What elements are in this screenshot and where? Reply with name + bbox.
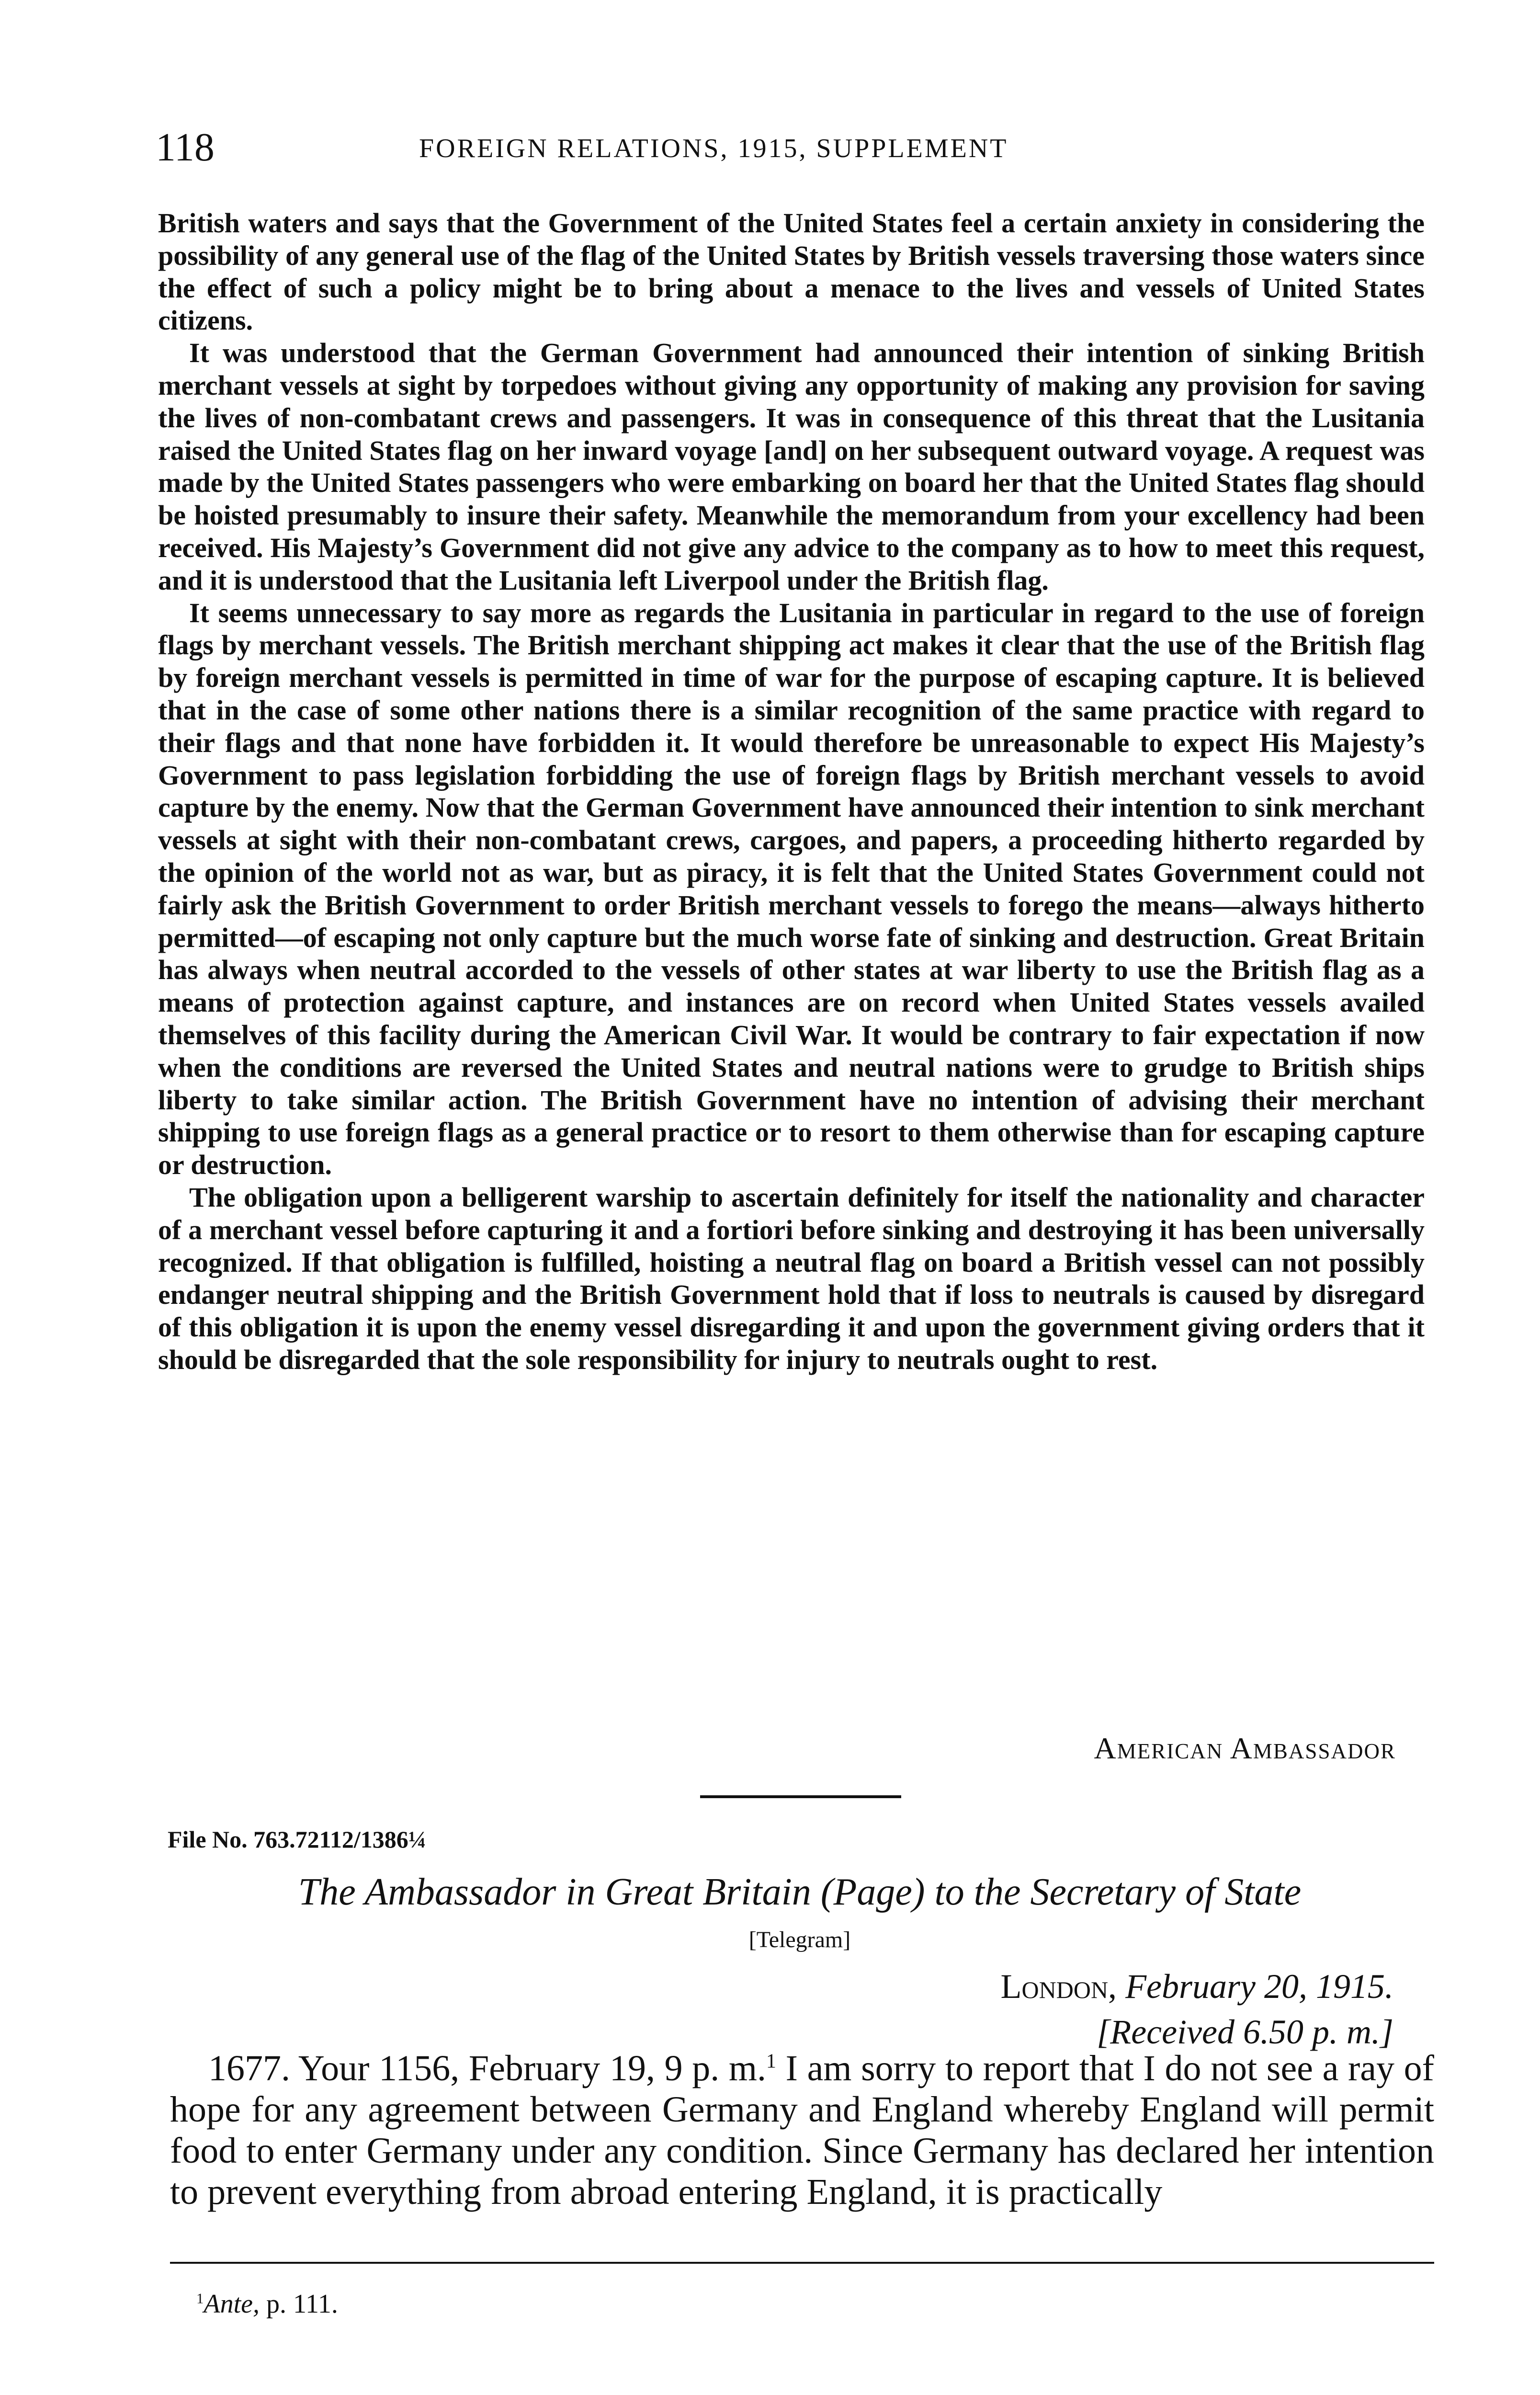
footnote-marker: 1 <box>196 2290 204 2307</box>
footnote-text: p. 111. <box>260 2289 338 2319</box>
memorandum-paragraph-4: The obligation upon a belligerent warship to ascertain definitely for itself the nationality and character of a merchant vessel before capturing it and a fortiori before sinking and destroying it has been universally recognized. If that obligation is fulfilled, hoisting a neutral flag on board a British vessel can not possibly endanger neutral shipping and the British Government hold that if loss to neutrals is caused by disregard of this obligation it is upon the enemy vessel disregarding it and upon the government giving orders that it should be disregarded that the sole responsibility for injury to neutrals ought to rest. <box>158 1181 1425 1375</box>
file-number: File No. 763.72112/1386¼ <box>168 1826 427 1853</box>
dateline <box>795 1964 1393 2009</box>
telegram-body <box>170 2048 1434 2213</box>
running-title: FOREIGN RELATIONS, 1915, SUPPLEMENT <box>419 134 1008 163</box>
footnote-ref: Ante, <box>204 2289 260 2319</box>
footnote <box>196 2285 338 2323</box>
memorandum-paragraph-3: It seems unnecessary to say more as regards the Lusitania in particular in regard to the use of foreign flags by merchant vessels. The British merchant shipping act makes it clear that the use of the British flag by foreign merchant vessels is permitted in time of war for the purpose of escaping capture. It is believed that in the case of some other nations there is a similar recognition of the same practice with regard to their flags and that none have forbidden it. It would therefore be unreasonable to expect His Majesty’s Government to pass legislation forbidding the use of foreign flags by British merchant vessels to avoid capture by the enemy. Now that the German Government have announced their intention to sink merchant vessels at sight with their non-combatant crews, cargoes, and papers, a proceeding hitherto regarded by the opinion of the world not as war, but as piracy, it is felt that the United States Government could not fairly ask the British Government to order British merchant vessels to forego the means—always hitherto permitted—of escaping not only capture but the much worse fate of sinking and destruction. Great Britain has always when neutral accorded to the vessels of other states at war liberty to use the British flag as a means of protection against capture, and instances are on record when United States vessels availed themselves of this facility during the American Civil War. It would be contrary to fair expectation if now when the conditions are reversed the United States and neutral nations were to grudge to British ships liberty to take similar action. The British Government have no intention of advising their merchant shipping to use foreign flags as a general practice or to resort to them otherwise than for escaping capture or destruction. <box>158 597 1425 1181</box>
footnote-reference: 1 <box>766 2050 776 2073</box>
footnote-divider <box>170 2262 1434 2264</box>
telegram-label: [Telegram] <box>748 1927 851 1952</box>
document-heading: The Ambassador in Great Britain (Page) to the Secretary of State <box>298 1871 1302 1913</box>
dateline-date: February 20, 1915. <box>1125 1967 1393 2006</box>
telegram-paragraph <box>170 2048 1434 2213</box>
section-divider <box>700 1795 901 1798</box>
running-head <box>156 124 1437 176</box>
telegram-text-rest: I am sorry to report that I do not see a ray of hope for any agreement between Germany and England whereby England will permit food to enter Germany under any condition. Since Germany has declared her intention to prevent everything from abroad entering England, it is practically <box>170 2048 1434 2212</box>
received-note: [Received 6.50 p. m.] <box>1097 2013 1393 2051</box>
memorandum-paragraph-2: It was understood that the German Government had announced their intention of sinking British merchant vessels at sight by torpedoes without giving any opportunity of making any provision for saving the lives of non-combatant crews and passengers. It was in consequence of this threat that the Lusitania raised the United States flag on her inward voyage [and] on her subsequent outward voyage. A request was made by the United States passengers who were embarking on board her that the United States flag should be hoisted presumably to insure their safety. Meanwhile the memorandum from your excellency had been received. His Majesty’s Government did not give any advice to the company as to how to meet this request, and it is understood that the Lusitania left Liverpool under the British flag. <box>158 337 1425 596</box>
memorandum-paragraph-1: British waters and says that the Government of the United States feel a certain anxiety in considering the possibility of any general use of the flag of the United States by British vessels traversing those waters since the effect of such a policy might be to bring about a menace to the lives and vessels of United States citizens. <box>158 207 1425 336</box>
page-number: 118 <box>156 125 215 170</box>
telegram-text-start: 1677. Your 1156, February 19, 9 p. m. <box>208 2048 767 2088</box>
signature: American Ambassador <box>1094 1731 1396 1765</box>
dateline-place: London, <box>1000 1967 1117 2006</box>
memorandum-body <box>158 207 1425 1376</box>
